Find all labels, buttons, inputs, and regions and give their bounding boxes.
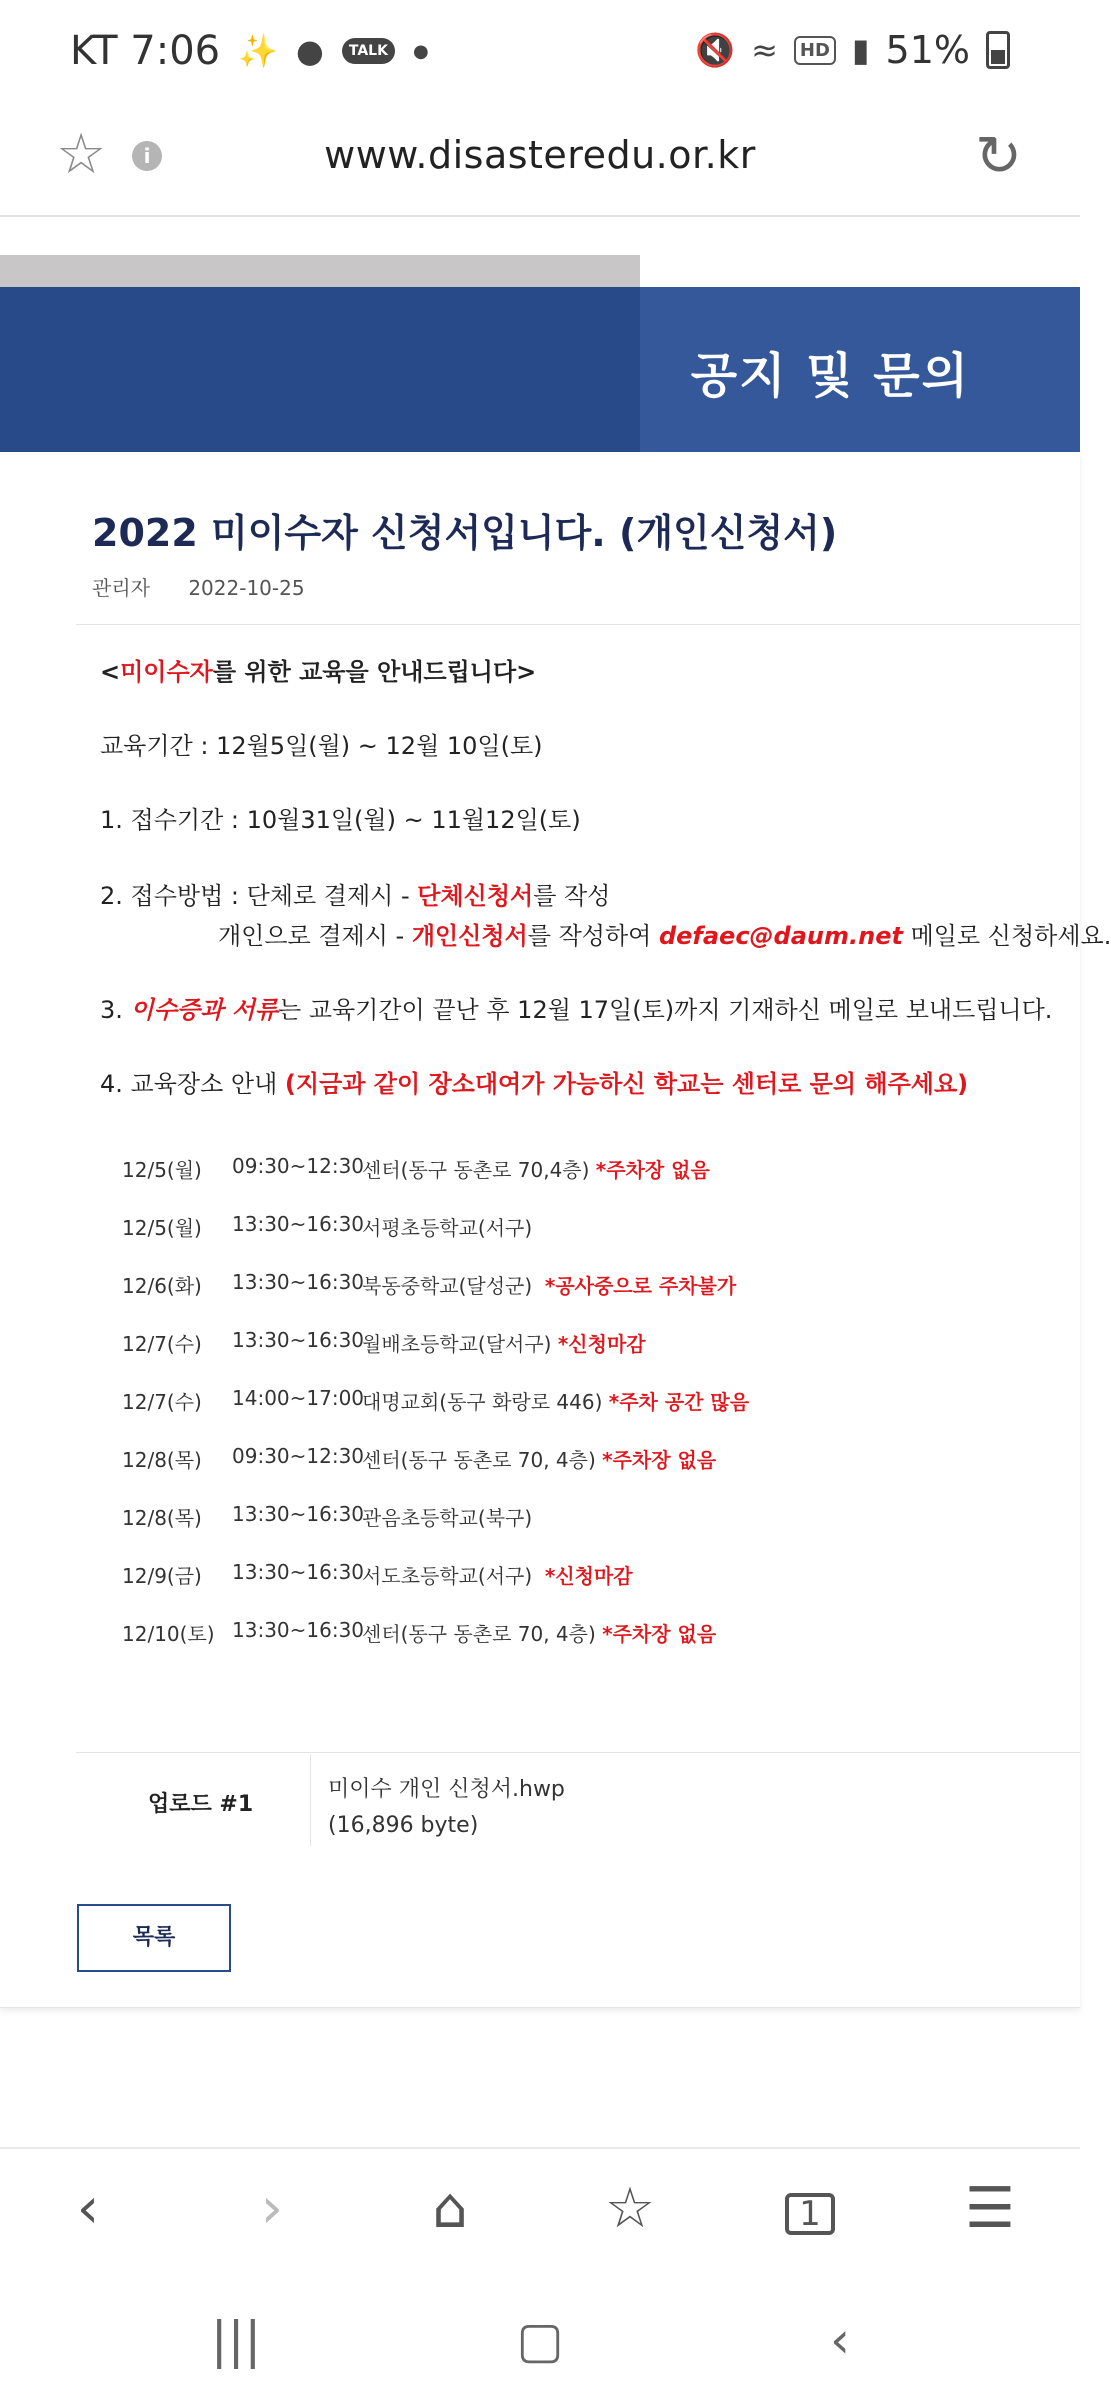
schedule-date: 12/7(수) [122,1332,202,1356]
divider [76,624,1080,625]
post-date: 2022-10-25 [188,576,305,600]
banner-left [0,287,640,452]
recent-apps-icon[interactable]: ||| [210,2311,262,2369]
browser-url-bar [0,105,1080,217]
upload-label: 업로드 #1 [148,1792,254,1817]
schedule-place-wrap [362,1328,646,1357]
item2-a-end: 를 작성 [533,882,611,910]
schedule-note: *신청마감 [544,1564,633,1588]
item2-a-text: 2. 접수방법 : 단체로 결제시 - [100,882,418,910]
schedule-time: 13:30~16:30 [232,1212,365,1236]
schedule-time: 13:30~16:30 [232,1270,365,1294]
schedule-place: 서도초등학교(서구) [362,1564,545,1588]
schedule-note: *신청마감 [557,1332,646,1356]
schedule-place-wrap [362,1270,736,1299]
schedule-date: 12/7(수) [122,1390,202,1414]
item3-line [100,990,1052,1025]
schedule-place: 센터(동구 동촌로 70, 4층) [362,1622,603,1646]
forward-icon[interactable]: › [260,2176,284,2241]
schedule-date: 12/6(화) [122,1274,202,1298]
attachment [328,1772,565,1844]
item1-line: 1. 접수기간 : 10월31일(월) ~ 11월12일(토) [100,806,581,834]
schedule-date: 12/10(토) [122,1622,215,1646]
url-text[interactable]: www.disasteredu.or.kr [324,133,756,177]
tabs-icon[interactable] [770,2193,850,2235]
banner-title: 공지 및 문의 [690,348,970,404]
status-left [70,28,429,74]
item2-line-b [218,916,1111,951]
browser-toolbar [0,2147,1080,2279]
planet-icon: ● [295,32,324,70]
carrier-time: KT 7:06 [70,28,221,74]
post-meta [92,572,305,601]
schedule-time: 09:30~12:30 [232,1444,365,1468]
schedule-note: *주차 공간 많음 [608,1390,750,1414]
email-link[interactable]: defaec@daum.net [658,922,903,950]
schedule-time: 13:30~16:30 [232,1560,365,1584]
schedule-time: 14:00~17:00 [232,1386,365,1410]
dot-icon: ● [412,40,429,62]
item4-red: (지금과 같이 장소대여가 가능하신 학교는 센터로 문의 해주세요) [284,1070,969,1098]
signal-icon: ▮ [851,31,870,69]
item2-b-end: 메일로 신청하세요. [902,922,1111,950]
schedule-place-wrap [362,1618,716,1647]
kakaotalk-icon: TALK [342,38,395,64]
item3-prefix: 3. [100,996,131,1024]
schedule-time: 13:30~16:30 [232,1502,365,1526]
mute-icon: 🔇 [695,31,736,69]
item3-end: 는 교육기간이 끝난 후 12월 17일(토)까지 기재하신 메일로 보내드립니다. [278,996,1053,1024]
item2-a-red: 단체신청서 [417,882,534,910]
divider [76,1752,1080,1753]
reload-icon[interactable]: ↻ [975,124,1022,189]
post-content [0,452,1111,2008]
pill-icon: ✨ [238,32,278,70]
schedule-date: 12/5(월) [122,1216,202,1240]
schedule-note: *공사중으로 주차불가 [544,1274,737,1298]
bookmark-star-icon[interactable]: ☆ [604,2176,656,2241]
item2-b-red: 개인신청서 [411,922,528,950]
list-button[interactable]: 목록 [77,1904,231,1972]
back-icon[interactable]: ‹ [76,2176,100,2241]
system-nav-bar [0,2277,1080,2400]
star-icon[interactable]: ☆ [56,122,107,187]
schedule-place-wrap [362,1560,633,1589]
menu-icon[interactable]: ☰ [964,2176,1016,2241]
schedule-place: 북동중학교(달성군) [362,1274,545,1298]
schedule-place: 관음초등학교(북구) [362,1506,533,1530]
schedule-date: 12/9(금) [122,1564,202,1588]
schedule-note: *주차장 없음 [602,1622,717,1646]
battery-percent: 51% [885,28,970,72]
schedule-place: 센터(동구 동촌로 70,4층) [362,1158,596,1182]
status-bar [0,0,1080,105]
intro-suffix: 를 위한 교육을 안내드립니다> [212,658,537,686]
info-icon[interactable]: i [132,141,162,171]
schedule-place-wrap [362,1212,532,1241]
banner-strip [0,255,640,287]
status-right [695,28,1010,72]
schedule-place-wrap [362,1502,532,1531]
post-title: 2022 미이수자 신청서입니다. (개인신청서) [92,511,838,555]
home-button-icon[interactable]: ▢ [516,2311,564,2369]
schedule-place: 월배초등학교(달서구) [362,1332,558,1356]
schedule-time: 09:30~12:30 [232,1154,365,1178]
schedule-note: *주차장 없음 [602,1448,717,1472]
back-nav-icon[interactable]: ‹ [830,2311,850,2369]
home-icon[interactable]: ⌂ [432,2176,468,2241]
intro-red: 미이수자 [120,658,213,686]
item2-line-a [100,876,610,911]
item3-red: 이수증과 서류 [130,996,278,1024]
schedule-note: *주차장 없음 [595,1158,710,1182]
schedule-place: 서평초등학교(서구) [362,1216,533,1240]
page-banner [0,287,1080,452]
battery-icon [986,31,1010,69]
item2-b-text: 개인으로 결제시 - [218,922,412,950]
schedule-time: 13:30~16:30 [232,1618,365,1642]
wifi-icon: ≈ [751,31,778,69]
attachment-link[interactable]: 미이수 개인 신청서.hwp [328,1777,565,1802]
post-author: 관리자 [92,576,150,600]
intro-prefix: < [100,658,121,686]
schedule-place-wrap [362,1154,710,1183]
period-line: 교육기간 : 12월5일(월) ~ 12월 10일(토) [100,732,543,760]
attachment-size: (16,896 byte) [328,1813,479,1838]
schedule-date: 12/5(월) [122,1158,202,1182]
schedule-date: 12/8(목) [122,1448,202,1472]
tabs-count: 1 [785,2193,835,2235]
item4-text: 4. 교육장소 안내 [100,1070,285,1098]
schedule-date: 12/8(목) [122,1506,202,1530]
item4-line [100,1064,968,1099]
schedule-place: 대명교회(동구 화랑로 446) [362,1390,609,1414]
upload-divider [310,1754,311,1846]
item2-b-mid: 를 작성하여 [527,922,659,950]
intro-line [100,652,536,687]
schedule-place: 센터(동구 동촌로 70, 4층) [362,1448,603,1472]
schedule-place-wrap [362,1444,716,1473]
hd-badge: HD [794,36,836,65]
schedule-time: 13:30~16:30 [232,1328,365,1352]
schedule-place-wrap [362,1386,749,1415]
